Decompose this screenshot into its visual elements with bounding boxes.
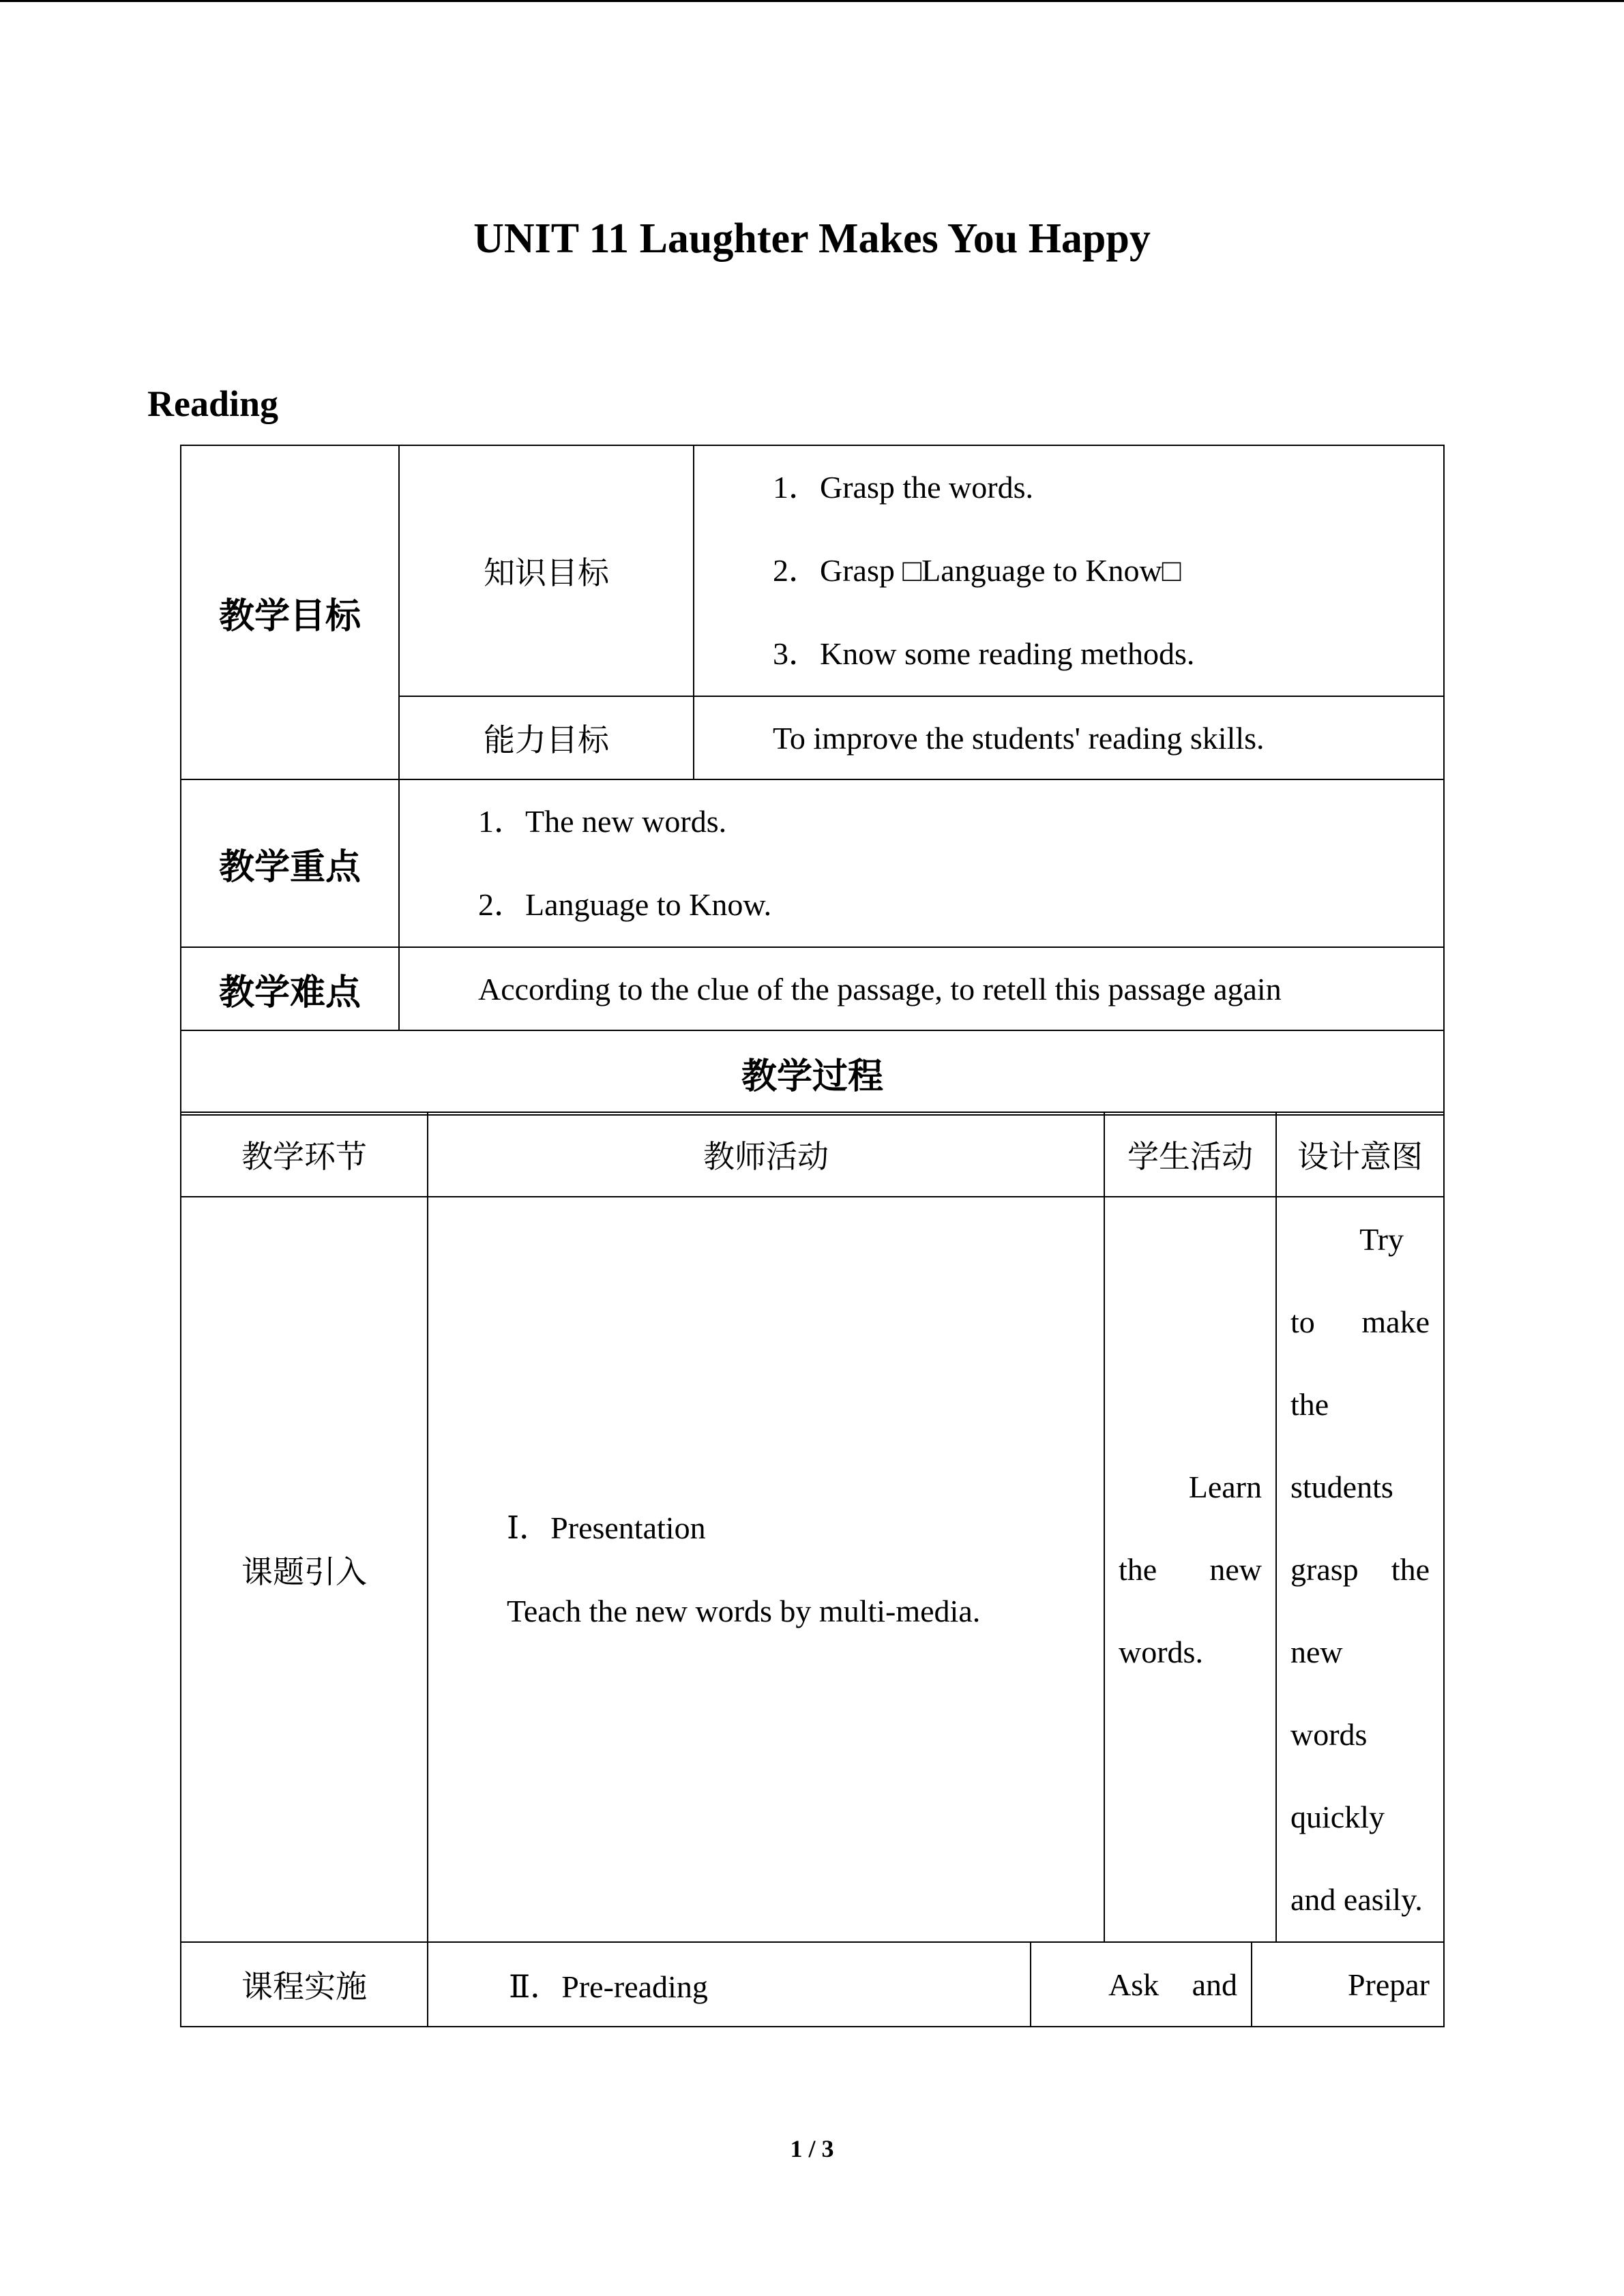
knowledge-goal-label: 知识目标 [399, 445, 694, 696]
table-row [181, 947, 1444, 1030]
table-row [181, 1030, 1444, 1115]
difficult-points-text: According to the clue of the passage, to retell this passage again [399, 947, 1444, 1030]
list-item: 1．The new words. [478, 804, 727, 839]
key-points-label: 教学重点 [181, 779, 399, 947]
table-row [181, 445, 1444, 696]
document-title: UNIT 11 Laughter Makes You Happy [473, 215, 1151, 262]
text-line: Try [1359, 1222, 1404, 1257]
table-row [181, 779, 1444, 947]
text-line: and easily. [1290, 1882, 1423, 1917]
table-row [181, 1197, 1444, 1942]
header-teacher: 教师活动 [428, 1112, 1104, 1197]
difficult-points-label: 教学难点 [181, 947, 399, 1030]
header-purpose: 设计意图 [1276, 1112, 1444, 1197]
text-line: to make [1290, 1304, 1430, 1339]
process-table [180, 1112, 1445, 1943]
text-line: Learn [1188, 1470, 1262, 1504]
list-item: 3．Know some reading methods. [773, 636, 1195, 671]
list-item: Teach the new words by multi-media. [507, 1593, 981, 1628]
list-item: 2．Grasp □Language to Know□ [773, 553, 1181, 588]
key-points-items [399, 779, 1444, 947]
text-line: words. [1119, 1635, 1203, 1669]
stage-cell: 课题引入 [181, 1197, 428, 1942]
top-border-line [0, 0, 1624, 2]
purpose-cell [1252, 1942, 1444, 2027]
text-line: students [1290, 1470, 1393, 1504]
list-item: 2．Language to Know. [478, 887, 772, 922]
student-activity-cell [1104, 1197, 1276, 1942]
ability-goal-text: To improve the students' reading skills. [694, 696, 1444, 779]
text-line: Prepar [1347, 1967, 1430, 2002]
purpose-cell [1276, 1197, 1444, 1942]
header-student: 学生活动 [1104, 1112, 1276, 1197]
list-item: Ⅰ．Presentation [507, 1510, 706, 1545]
stage-cell: 课程实施 [181, 1942, 428, 2027]
process-title: 教学过程 [181, 1030, 1444, 1115]
text-line: Ask and [1108, 1967, 1237, 2002]
table-row [181, 1942, 1444, 2027]
teacher-activity-cell [428, 1197, 1104, 1942]
page-number: 1 / 3 [790, 2135, 834, 2162]
goals-label: 教学目标 [181, 445, 399, 779]
process-table-continued [180, 1941, 1445, 2027]
text-line: new [1290, 1635, 1343, 1669]
lesson-plan-table [180, 445, 1445, 1116]
text-line: grasp the [1290, 1552, 1430, 1587]
text-line: quickly [1290, 1800, 1385, 1834]
knowledge-goal-items [694, 445, 1444, 696]
header-stage: 教学环节 [181, 1112, 428, 1197]
list-item: 1．Grasp the words. [773, 470, 1033, 505]
text-line: the [1290, 1387, 1329, 1422]
text-line: the new [1119, 1552, 1262, 1587]
student-activity-cell [1031, 1942, 1252, 2027]
teacher-activity-cell: Ⅱ．Pre-reading [428, 1942, 1031, 2027]
text-line: words [1290, 1717, 1368, 1752]
section-heading: Reading [147, 383, 279, 424]
ability-goal-label: 能力目标 [399, 696, 694, 779]
table-header-row [181, 1112, 1444, 1197]
